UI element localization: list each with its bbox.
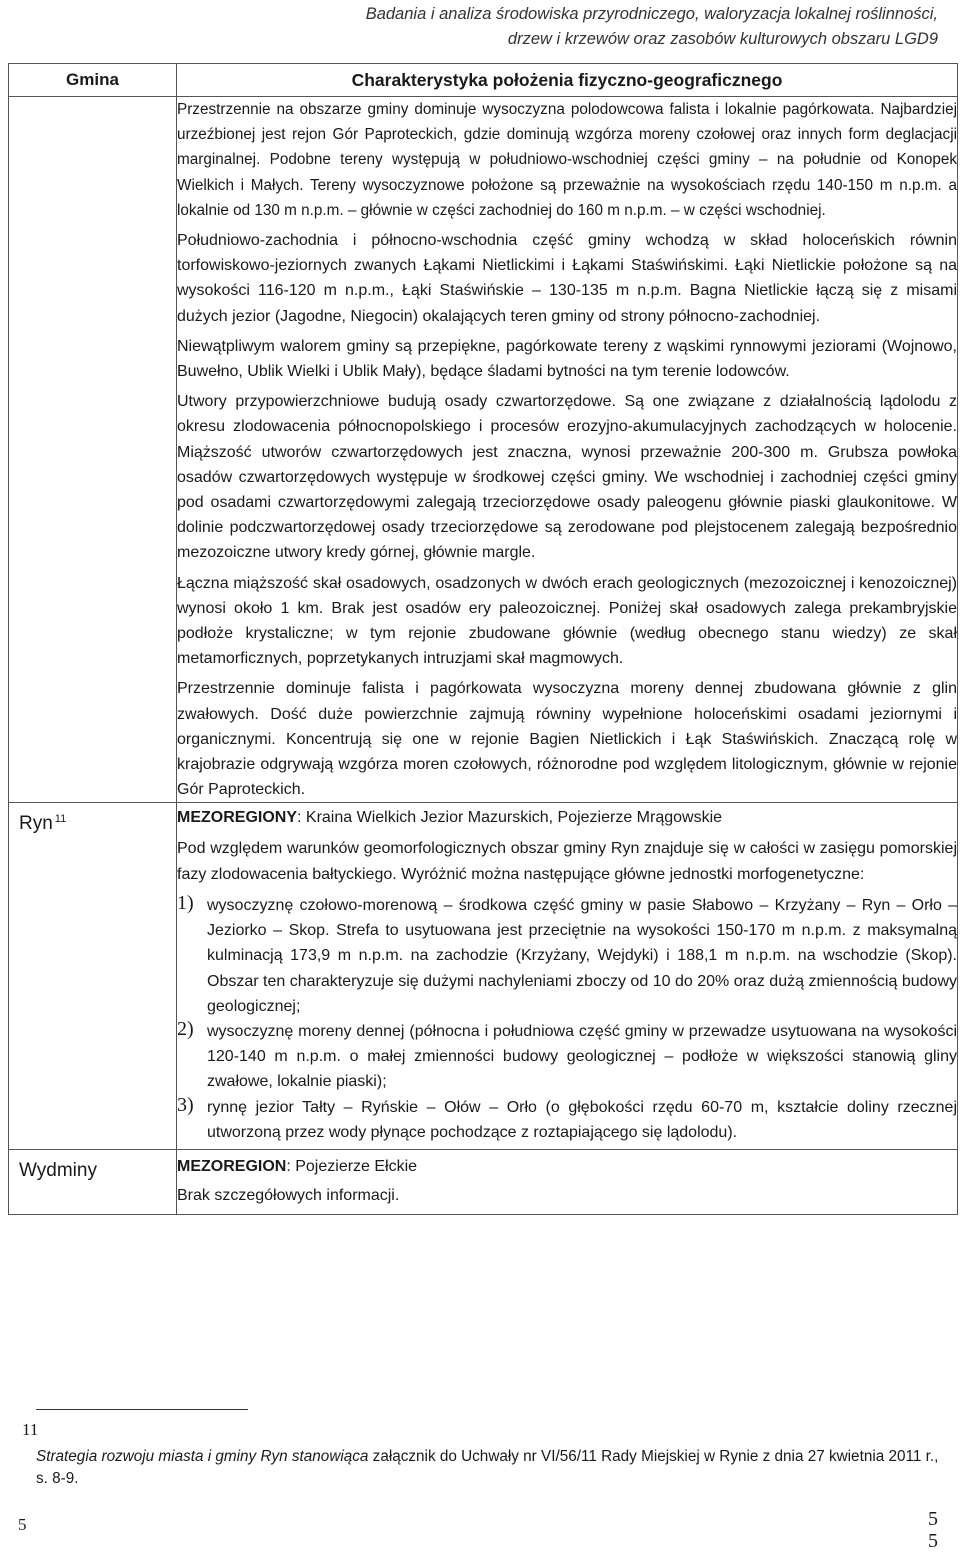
- paragraph: Przestrzennie dominuje falista i pagórkowata wysoczyzna moreny dennej zbudowana głównie z glin zwałowych. Dość duże powierzchnie zajmują równiny wypełnione holoceńskimi osadami jeziornymi i organicznymi. Koncentrują się one w rejonie Bagien Nietlickich i Łąk Staświńskich. Znaczącą rolę w krajobrazie odgrywają wzgórza moren czołowych, różnorodne pod względem litologicznym, głównie w rejonie Gór Paproteckich.: [177, 680, 957, 799]
- footnote-number: 11: [22, 1420, 39, 1439]
- paragraph: Pod względem warunków geomorfologicznych obszar gminy Ryn znajduje się w całości w zasięgu pomorskiej fazy zlodowacenia bałtyckiego. Wyróżnić można następujące główne jednostki morfogenetyczne:: [177, 840, 957, 883]
- page-number-right-top: 5: [928, 1508, 938, 1530]
- characteristics-cell-ryn: [177, 803, 958, 1149]
- footnote-italic-title: Strategia rozwoju miasta i gminy Ryn stanowiąca: [36, 1448, 369, 1465]
- paragraph: Południowo-zachodnia i północno-wschodnia część gminy wchodzą w skład holoceńskich równin torfowiskowo-jeziornych zwanych Łąkami Nietlickimi i Łąkami Staświńskimi. Łąki Nietlickie położone są na wysokości 116-120 m n.p.m., Łąki Staświńskie – 130-135 m n.p.m. Bagna Nietlickie łączą się z misami dużych jezior (Jagodne, Niegocin) okalających teren gminy od strony północno-zachodniej.: [177, 232, 957, 325]
- gmina-cell-empty: [9, 97, 177, 803]
- footnote-text: [36, 1446, 946, 1490]
- mezoregion-value: : Kraina Wielkich Jezior Mazurskich, Pojezierze Mrągowskie: [297, 809, 723, 827]
- characteristics-cell: [177, 97, 958, 803]
- gmina-name-ryn: Ryn: [19, 813, 53, 835]
- gmina-name-wydminy: Wydminy: [19, 1159, 97, 1181]
- mezoregion-value: : Pojezierze Ełckie: [286, 1157, 418, 1175]
- gmina-cell-ryn: [9, 803, 177, 1149]
- mezoregion-heading: [177, 805, 957, 830]
- paragraph: Przestrzennie na obszarze gminy dominuje wysoczyzna polodowcowa falista i lokalnie pagórkowata. Najbardziej urzeźbionej jest rejon Gór Paproteckich, gdzie dominują wzgórza moreny czołowej oraz innych form deglacjacji marginalnej. Podobne tereny występują w południowo-wschodniej części gminy – na południe od Konopek Wielkich i Małych. Tereny wysoczyznowe położone są przeważnie na wysokościach rzędu 140-150 m n.p.m. a lokalnie od 130 m n.p.m. – głównie w części zachodniej do 160 m n.p.m. – w części wschodniej.: [177, 101, 957, 219]
- paragraph: Brak szczegółowych informacji.: [177, 1186, 400, 1204]
- table-row: [9, 97, 958, 803]
- gmina-cell-wydminy: [9, 1149, 177, 1214]
- morphogenetic-units-list: [177, 893, 957, 1145]
- list-number: 1): [177, 891, 194, 914]
- list-item: [177, 1095, 957, 1145]
- footnote-ref-link[interactable]: 11: [54, 813, 67, 826]
- paragraph: Niewątpliwym walorem gminy są przepiękne, pagórkowate tereny z wąskimi rynnowymi jeziorami (Wojnowo, Buwełno, Ublik Wielki i Ublik Mały), będące śladami bytności na tym terenie lodowców.: [177, 337, 957, 381]
- running-header-line-1: Badania i analiza środowiska przyrodniczego, waloryzacja lokalnej roślinności,: [365, 5, 938, 23]
- footnote-rest: załącznik do Uchwały nr VI/56/11 Rady Miejskiej w Rynie z dnia 27 kwietnia 2011 r., s. 8-9.: [36, 1448, 939, 1487]
- running-header-line-2: drzew i krzewów oraz zasobów kulturowych obszaru LGD9: [507, 30, 938, 48]
- col-header-characteristics: Charakterystyka położenia fizyczno-geograficznego: [177, 64, 958, 97]
- table-row-wydminy: [9, 1149, 958, 1214]
- list-number: 3): [177, 1093, 194, 1116]
- col-header-gmina: Gmina: [9, 64, 177, 97]
- mezoregion-label: MEZOREGIONY: [177, 809, 298, 827]
- list-number: 2): [177, 1017, 194, 1040]
- mezoregion-heading: [177, 1154, 957, 1179]
- list-item: [177, 1019, 957, 1095]
- paragraph: Łączna miąższość skał osadowych, osadzonych w dwóch erach geologicznych (mezozoicznej i kenozoicznej) wynosi około 1 km. Brak jest osadów ery paleozoicznej. Poniżej skał osadowych zalega prekambryjskie podłoże krystaliczne; w tym rejonie zbudowane głównie (według obecnego stanu wiedzy) ze skał metamorficznych, poprzetykanych intruzjami skał magmowych.: [177, 574, 957, 668]
- table-header-row: [9, 64, 958, 97]
- list-item: [177, 893, 957, 1019]
- characteristics-table: [8, 63, 958, 1215]
- list-item-text: rynnę jezior Tałty – Ryńskie – Ołów – Orło (o głębokości rzędu 60-70 m, kształcie doliny rzecznej utworzoną przez wody płynące pochodzące z roztapiającego się lądolodu).: [207, 1098, 957, 1141]
- list-item-text: wysoczyznę czołowo-morenową – środkowa część gminy w pasie Słabowo – Krzyżany – Ryn – Orło – Jeziorko – Skop. Strefa to usytuowana jest przeciętnie na wysokości 150-170 m n.p.m. z maksymalną kulminacją 173,9 m n.p.m. na zachodzie (Krzyżany, Wejdyki) i 188,1 m n.p.m. na wschodzie (Skop). Obszar ten charakteryzuje się dużymi nachyleniami zboczy od 10 do 20% oraz dużą zmiennością budowy geologicznej;: [207, 896, 957, 1015]
- running-header: [366, 2, 938, 52]
- table-row-ryn: [9, 803, 958, 1149]
- characteristics-cell-wydminy: [177, 1149, 958, 1214]
- page-number-left: 5: [18, 1515, 27, 1534]
- list-item-text: wysoczyznę moreny dennej (północna i południowa część gminy w przewadze usytuowana na wysokości 120-140 m n.p.m. o małej zmienności budowy geologicznej – podłoże w większości stanowią gliny zwałowe, lokalnie piaski);: [207, 1022, 957, 1091]
- footnote-separator: [36, 1409, 248, 1410]
- page-number-right-bottom: 5: [928, 1530, 938, 1552]
- paragraph: Utwory przypowierzchniowe budują osady czwartorzędowe. Są one związane z działalnością lądolodu z okresu zlodowacenia północnopolskiego i procesów erozyjno-akumulacyjnych zachodzących w holocenie. Miąższość utworów czwartorzędowych jest znaczna, wynosi przeważnie 200-300 m. Grubsza powłoka osadów czwartorzędowych występuje w środkowej części gminy. We wschodniej i zachodniej części gminy pod osadami czwartorzędowymi zalegają trzeciorzędowe osady paleogenu głównie piaski glaukonitowe. W dolinie podczwartorzędowej osady trzeciorzędowe są zerodowane pod plejstocenem zalegają bezpośrednio mezozoiczne utwory kredy górnej, głównie margle.: [177, 393, 957, 562]
- mezoregion-label: MEZOREGION: [177, 1157, 287, 1175]
